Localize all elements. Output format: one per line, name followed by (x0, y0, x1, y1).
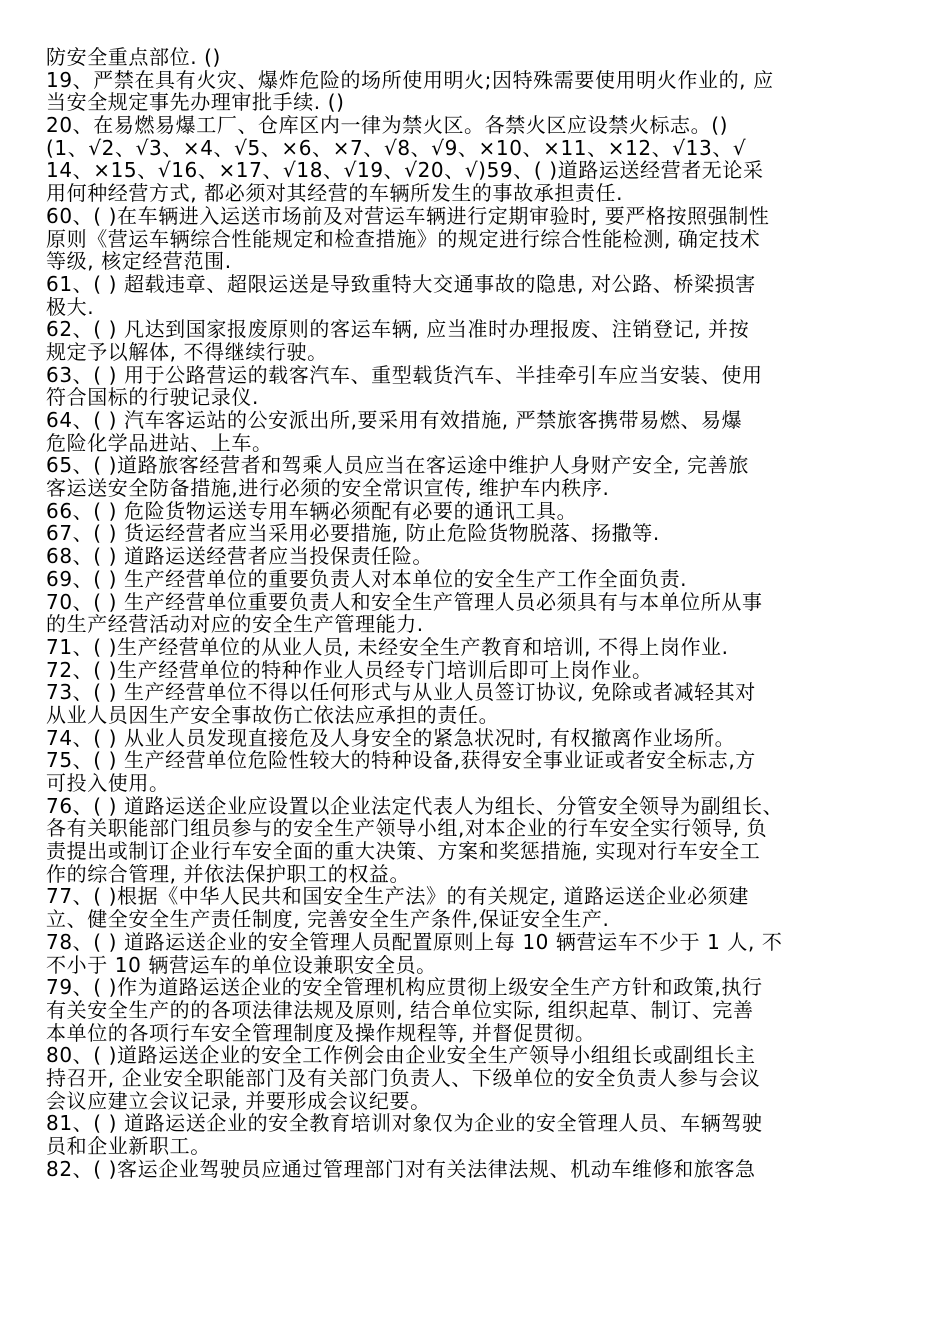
text-line: 当安全规定事先办理审批手续. () (46, 91, 345, 115)
text-line: 可投入使用。 (46, 772, 170, 795)
text-line: 70、( ) 生产经营单位重要负责人和安全生产管理人员必须具有与本单位所从事 (46, 590, 763, 614)
text-line: 极大. (46, 295, 95, 319)
text-line: 78、( ) 道路运送企业的安全管理人员配置原则上每 10 辆营运车不少于 1 人, 不 (46, 930, 783, 954)
text-line: 19、严禁在具有火灾、爆炸危险的场所使用明火;因特殊需要使用明火作业的, 应 (46, 68, 774, 92)
text-line: 从业人员因生产安全事故伤亡依法应承担的责任。 (46, 703, 500, 727)
text-line: 作的综合管理, 并依法保护职工的权益。 (46, 862, 411, 886)
text-line: 61、( ) 超载违章、超限运送是导致重特大交通事故的隐患, 对公路、桥梁损害 (46, 272, 756, 296)
text-line: 62、( ) 凡达到国家报废原则的客运车辆, 应当准时办理报废、注销登记, 并按 (46, 318, 750, 341)
text-line: 会议应建立会议记录, 并要形成会议纪要。 (46, 1089, 431, 1113)
text-line: 64、( ) 汽车客运站的公安派出所,要采用有效措施, 严禁旅客携带易燃、易爆 (46, 409, 743, 432)
text-line: 82、( )客运企业驾驶员应通过管理部门对有关法律法规、机动车维修和旅客急 (46, 1157, 756, 1181)
text-line: 等级, 核定经营范围. (46, 250, 232, 273)
answer-key-line: 14、×15、√16、×17、√18、√19、√20、√)59、( )道路运送经营者无论采 (46, 159, 764, 183)
text-line: 符合国标的行驶记录仪. (46, 386, 259, 409)
text-line: 77、( )根据《中华人民共和国安全生产法》的有关规定, 道路运送企业必须建 (46, 885, 749, 909)
answer-key-line: (1、√2、√3、×4、√5、×6、×7、√8、√9、×10、×11、×12、√13、√ (46, 136, 747, 160)
text-line: 本单位的各项行车安全管理制度及操作规程等, 并督促贯彻。 (46, 1021, 596, 1045)
text-line: 80、( )道路运送企业的安全工作例会由企业安全生产领导小组组长或副组长主 (46, 1044, 756, 1067)
text-line: 危险化学品进站、上车。 (46, 431, 273, 455)
text-line: 68、( ) 道路运送经营者应当投保责任险。 (46, 545, 433, 568)
text-line: 69、( ) 生产经营单位的重要负责人对本单位的安全生产工作全面负责. (46, 567, 688, 591)
text-line: 立、健全安全生产责任制度, 完善安全生产条件,保证安全生产. (46, 908, 610, 931)
text-line: 81、( ) 道路运送企业的安全教育培训对象仅为企业的安全管理人员、车辆驾驶 (46, 1112, 763, 1135)
text-line: 防安全重点部位. () (46, 46, 221, 69)
text-line: 原则《营运车辆综合性能规定和检查措施》的规定进行综合性能检测, 确定技术 (46, 227, 761, 251)
text-line: 75、( ) 生产经营单位危险性较大的特种设备,获得安全事业证或者安全标志,方 (46, 749, 756, 772)
text-line: 客运送安全防备措施,进行必须的安全常识宣传, 维护车内秩序. (46, 477, 610, 500)
text-line: 73、( ) 生产经营单位不得以任何形式与从业人员签订协议, 免除或者减轻其对 (46, 681, 756, 704)
text-line: 74、( ) 从业人员发现直接危及人身安全的紧急状况时, 有权撤离作业场所。 (46, 726, 736, 750)
text-line: 责提出或制订企业行车安全面的重大决策、方案和奖惩措施, 实现对行车安全工 (46, 840, 761, 863)
text-line: 不小于 10 辆营运车的单位设兼职安全员。 (46, 953, 437, 977)
text-line: 员和企业新职工。 (46, 1135, 211, 1158)
text-line: 66、( ) 危险货物运送专用车辆必须配有必要的通讯工具。 (46, 499, 578, 523)
text-line: 67、( ) 货运经营者应当采用必要措施, 防止危险货物脱落、扬撒等. (46, 522, 660, 546)
text-line: 76、( ) 道路运送企业应设置以企业法定代表人为组长、分管安全领导为副组长、 (46, 794, 784, 818)
text-line: 各有关职能部门组员参与的安全生产领导小组,对本企业的行车安全实行领导, 负 (46, 817, 768, 841)
text-line: 20、在易燃易爆工厂、仓库区内一律为禁火区。各禁火区应设禁火标志。() (46, 114, 729, 137)
text-line: 用何种经营方式, 都必须对其经营的车辆所发生的事故承担责任. (46, 182, 624, 205)
text-line: 79、( )作为道路运送企业的安全管理机构应贯彻上级安全生产方针和政策,执行 (46, 976, 763, 999)
text-line: 71、( )生产经营单位的从业人员, 未经安全生产教育和培训, 不得上岗作业. (46, 635, 729, 659)
text-line: 有关安全生产的的各项法律法规及原则, 结合单位实际, 组织起草、制订、完善 (46, 998, 754, 1022)
text-line: 60、( )在车辆进入运送市场前及对营运车辆进行定期审验时, 要严格按照强制性 (46, 204, 770, 228)
text-line: 的生产经营活动对应的安全生产管理能力. (46, 613, 424, 636)
text-line: 63、( ) 用于公路营运的载客汽车、重型载货汽车、半挂牵引车应当安装、使用 (46, 363, 763, 387)
text-line: 72、( )生产经营单位的特种作业人员经专门培训后即可上岗作业。 (46, 658, 653, 682)
text-line: 65、( )道路旅客经营者和驾乘人员应当在客运途中维护人身财产安全, 完善旅 (46, 454, 749, 478)
document-page (46, 46, 908, 1180)
text-line: 规定予以解体, 不得继续行驶。 (46, 340, 328, 364)
text-line: 持召开, 企业安全职能部门及有关部门负责人、下级单位的安全负责人参与会议 (46, 1066, 761, 1090)
